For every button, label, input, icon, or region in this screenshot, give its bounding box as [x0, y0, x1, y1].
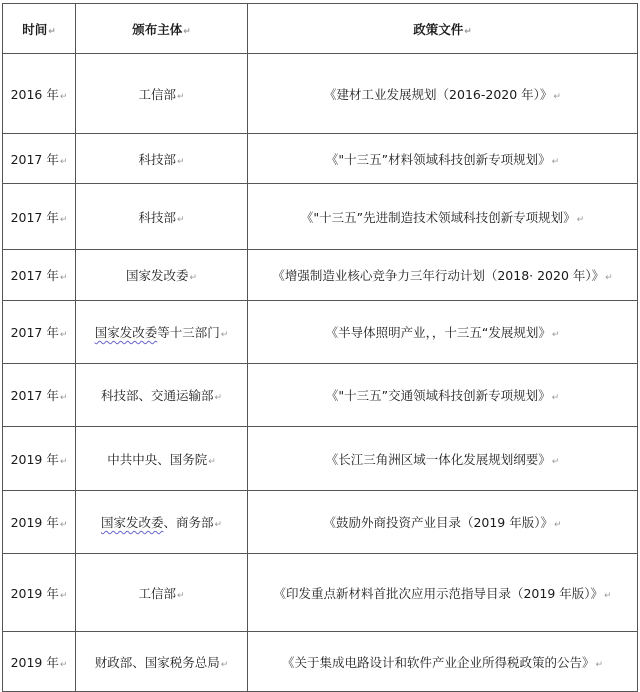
table-row	[3, 301, 638, 364]
row-issuer: 工信部↵	[76, 554, 248, 632]
row-issuer: 科技部、交通运输部↵	[76, 364, 248, 427]
table-row	[3, 364, 638, 427]
row-policy: 《建材工业发展规划（2016-2020 年）》↵	[248, 54, 638, 134]
table-row	[3, 134, 638, 184]
row-policy: 《增强制造业核心竞争力三年行动计划（2018· 2020 年）》↵	[248, 250, 638, 301]
header-row	[3, 4, 638, 54]
policy-table	[2, 3, 638, 692]
row-issuer: 工信部↵	[76, 54, 248, 134]
table-row	[3, 184, 638, 250]
row-issuer: 国家发改委、商务部↵	[76, 491, 248, 554]
row-issuer: 国家发改委↵	[76, 250, 248, 301]
row-policy: 《"十三五”交通领域科技创新专项规划》↵	[248, 364, 638, 427]
row-issuer: 科技部↵	[76, 134, 248, 184]
row-year: 2017 年↵	[3, 250, 76, 301]
row-policy: 《印发重点新材料首批次应用示范指导目录（2019 年版）》↵	[248, 554, 638, 632]
table-row	[3, 491, 638, 554]
row-year: 2017 年↵	[3, 184, 76, 250]
table-row	[3, 54, 638, 134]
row-year: 2019 年↵	[3, 427, 76, 491]
row-year: 2017 年↵	[3, 301, 76, 364]
row-policy: 《半导体照明产业，，十三五“发展规划》↵	[248, 301, 638, 364]
table-row	[3, 427, 638, 491]
row-year: 2019 年↵	[3, 632, 76, 692]
row-issuer: 财政部、国家税务总局↵	[76, 632, 248, 692]
row-year: 2017 年↵	[3, 364, 76, 427]
row-year: 2019 年↵	[3, 554, 76, 632]
row-policy: 《"十三五”先进制造技术领域科技创新专项规划》↵	[248, 184, 638, 250]
header-time: 时间↵	[3, 4, 76, 54]
row-issuer: 国家发改委等十三部门↵	[76, 301, 248, 364]
header-policy: 政策文件↵	[248, 4, 638, 54]
table-row	[3, 250, 638, 301]
row-issuer: 中共中央、国务院↵	[76, 427, 248, 491]
row-policy: 《"十三五”材料领域科技创新专项规划》↵	[248, 134, 638, 184]
table-row	[3, 554, 638, 632]
row-policy: 《关于集成电路设计和软件产业企业所得税政策的公告》↵	[248, 632, 638, 692]
row-year: 2019 年↵	[3, 491, 76, 554]
header-issuer: 颁布主体↵	[76, 4, 248, 54]
row-year: 2017 年↵	[3, 134, 76, 184]
table-row	[3, 632, 638, 692]
row-issuer: 科技部↵	[76, 184, 248, 250]
row-policy: 《长江三角洲区域一体化发展规划纲要》↵	[248, 427, 638, 491]
row-policy: 《鼓励外商投资产业目录（2019 年版）》↵	[248, 491, 638, 554]
row-year: 2016 年↵	[3, 54, 76, 134]
